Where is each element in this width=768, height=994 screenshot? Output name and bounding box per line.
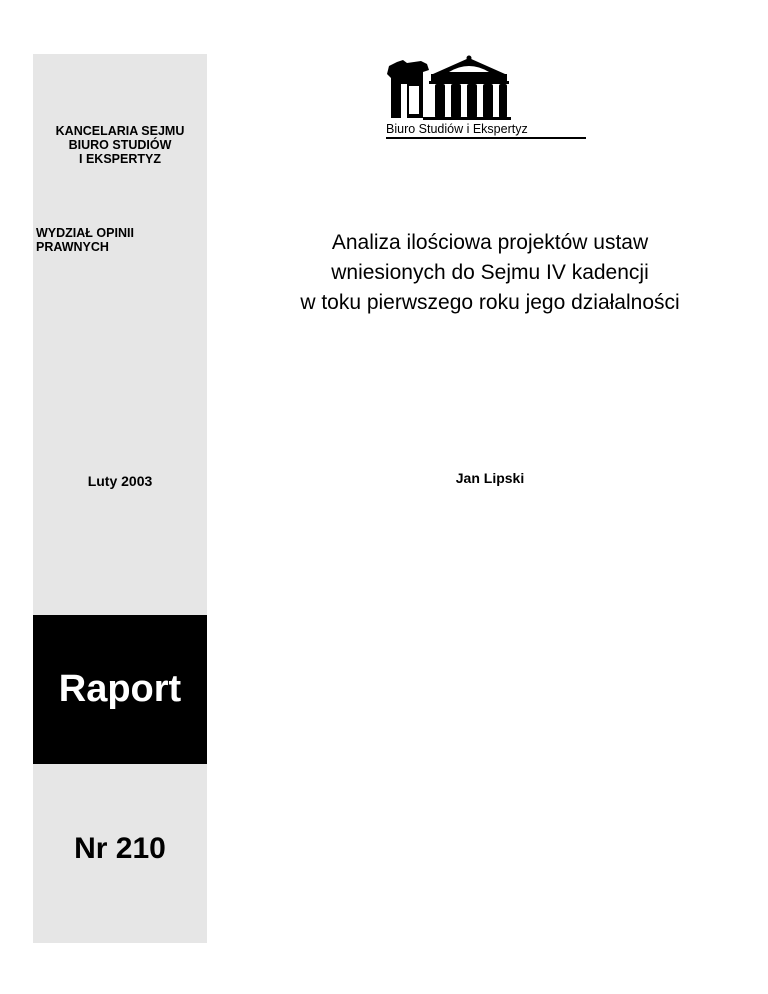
organization-name [33, 124, 207, 166]
organization-line: BIURO STUDIÓW [68, 138, 172, 152]
title-line: Analiza ilościowa projektów ustaw [331, 231, 649, 254]
department-line: PRAWNYCH [36, 240, 109, 254]
organization-line: KANCELARIA SEJMU [55, 124, 185, 138]
publication-date: Luty 2003 [87, 473, 153, 489]
document-title [230, 228, 750, 318]
logo-caption: Biuro Studiów i Ekspertyz [386, 122, 586, 139]
title-line: wniesionych do Sejmu IV kadencji [331, 261, 649, 284]
report-number: Nr 210 [74, 832, 166, 865]
department-line: WYDZIAŁ OPINII [36, 226, 134, 240]
report-label-block [33, 615, 207, 764]
department-name [36, 226, 206, 254]
sejm-building-logo-icon [383, 54, 588, 122]
sidebar-panel [33, 54, 207, 943]
organization-line: I EKSPERTYZ [79, 152, 161, 166]
title-line: w toku pierwszego roku jego działalności [300, 291, 680, 314]
report-label: Raport [58, 668, 182, 710]
bureau-logo [383, 54, 588, 144]
author-name: Jan Lipski [455, 470, 525, 486]
